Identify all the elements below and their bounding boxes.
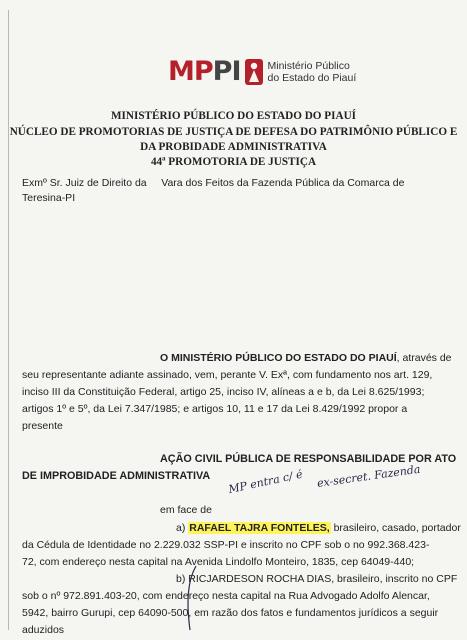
- address-line-1: Exmº Sr. Juiz de Direito da Vara dos Feitos da Fazenda Pública da Comarca de: [22, 177, 405, 189]
- against-label: em face de: [160, 504, 212, 516]
- defendant-a-line-2: da Cédula de Identidade no 2.229.032 SSP-PI e inscrito no CPF sob o no 992.368.423-: [22, 539, 430, 551]
- defendant-b-line-4: aduzidos: [22, 624, 65, 636]
- logo-mark-pi: PI: [212, 56, 241, 87]
- action-title-line-2: DE IMPROBIDADE ADMINISTRATIVA: [22, 470, 211, 482]
- header-line-1: MINISTÉRIO PÚBLICO DO ESTADO DO PIAUÍ: [110, 110, 357, 122]
- defendant-b-line-3: 5942, bairro Gurupi, cep 64090-500, em razão dos fatos e fundamentos jurídicos a seguir: [22, 607, 439, 619]
- header-line-4: 44ª PROMOTORIA DE JUSTIÇA: [150, 156, 317, 168]
- defendant-a-line-3: 72, com endereço nesta capital na Avenida Lindolfo Monteiro, 1835, cep 64049-440;: [22, 556, 415, 568]
- intro-line-2: seu representante adiante assinado, vem, perante V. Exª, com fundamento nos art. 129,: [22, 369, 433, 381]
- handwritten-note-line-1: MP entra c/ é: [227, 467, 304, 496]
- intro-lead: O MINISTÉRIO PÚBLICO DO ESTADO DO PIAUÍ: [160, 352, 397, 364]
- defendant-a-name: RAFAEL TAJRA FONTELES,: [189, 522, 330, 534]
- logo-mark-mp: MP: [168, 56, 213, 87]
- intro-line-5: presente: [22, 420, 63, 432]
- header-line-3: DA PROBIDADE ADMINISTRATIVA: [140, 141, 327, 153]
- intro-line-3: inciso III da Constituição Federal, artigo 25, inciso IV, alíneas a e b, da Lei 8.625/1993;: [22, 386, 425, 398]
- defendant-b-line-1: b) RICJARDESON ROCHA DIAS, brasileiro, inscrito no CPF: [176, 573, 458, 585]
- action-title-line-1: AÇÃO CIVIL PÚBLICA DE RESPONSABILIDADE POR ATO: [160, 453, 457, 465]
- intro-line-1-rest: , através de: [396, 352, 452, 364]
- defendant-b-line-2: sob o nº 972.891.403-20, com endereço nesta capital na Rua Advogado Adolfo Alencar,: [22, 590, 430, 602]
- intro-line-4: artigos 1º e 5º, da Lei 7.347/1985; e artigos 10, 11 e 17 da Lei 8.429/1992 propor a: [22, 403, 408, 415]
- defendant-a-prefix: a): [176, 522, 186, 534]
- header-line-2: NÚCLEO DE PROMOTORIAS DE JUSTIÇA DE DEFESA DO PATRIMÔNIO PÚBLICO E: [9, 126, 458, 138]
- logo-subtitle-line2: do Estado do Piauí: [267, 71, 357, 84]
- defendant-a-line-1-rest: brasileiro, casado, portador: [330, 522, 461, 534]
- handwritten-note-line-2: ex-secret. Fazenda: [316, 462, 422, 490]
- address-line-2: Teresina-PI: [22, 192, 76, 204]
- logo-subtitle-line1: Ministério Público: [267, 59, 350, 72]
